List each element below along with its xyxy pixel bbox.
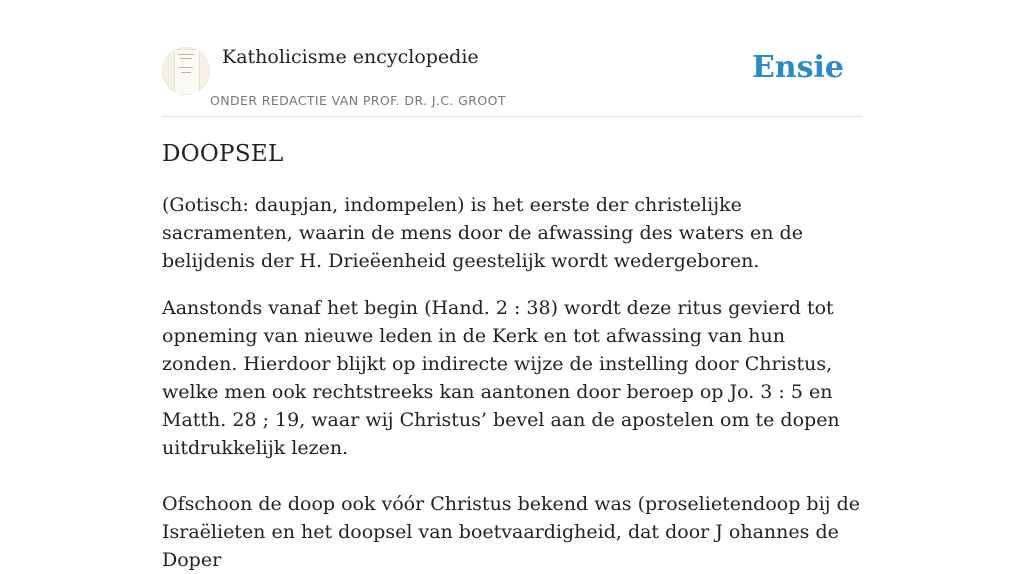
book-title[interactable]: Katholicisme encyclopedie bbox=[222, 46, 479, 68]
cover-line bbox=[179, 67, 193, 68]
paragraph-spacer bbox=[162, 462, 862, 490]
entry-paragraph: Aanstonds vanaf het begin (Hand. 2 : 38) wordt deze ritus gevierd tot opneming van nieuwe leden in de Kerk en tot afwassing van hun zonden. Hierdoor blijkt op indirecte wijze de instelling door Christus, welke men ook rechtstreeks kan aantonen door beroep op Jo. 3 : 5 en Matth. 28 ; 19, waar wij Christus’ bevel aan de apostelen om te dopen uitdrukkelijk lezen. bbox=[162, 297, 840, 459]
page-container bbox=[162, 0, 862, 574]
cover-line bbox=[180, 58, 192, 59]
entry-title: DOOPSEL bbox=[162, 141, 284, 167]
book-cover-thumbnail[interactable] bbox=[162, 47, 210, 95]
book-editor-subtitle: ONDER REDACTIE VAN PROF. DR. J.C. GROOT bbox=[210, 93, 506, 108]
cover-line bbox=[178, 54, 194, 55]
entry-paragraph: Ofschoon de doop ook vóór Christus bekend was (proselietendoop bij de Israëlieten en het doopsel van boetvaardigheid, dat door J ohannes de Doper bbox=[162, 493, 860, 571]
ensie-logo[interactable]: Ensie bbox=[751, 50, 844, 85]
book-header bbox=[162, 0, 862, 117]
cover-line bbox=[181, 72, 191, 73]
entry-paragraph: (Gotisch: daupjan, indompelen) is het eerste der christelijke sacramenten, waarin de mens door de afwassing des waters en de belijdenis der H. Drieëenheid geestelijk wordt wedergeboren. bbox=[162, 194, 803, 272]
